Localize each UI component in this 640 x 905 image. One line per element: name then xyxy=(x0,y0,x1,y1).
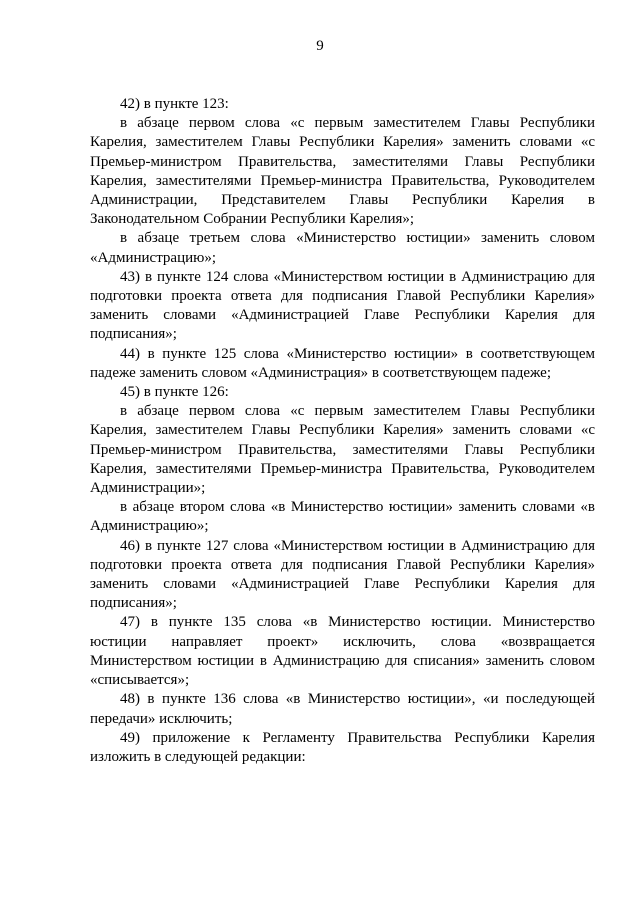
paragraph-46: 46) в пункте 127 слова «Министерством юстиции в Администрацию для подготовки проекта ответа для подписания Главой Республики Карелия» заменить словами «Администрацией Главе Республики Карелия для подписания»; xyxy=(90,537,595,612)
paragraph-44: 44) в пункте 125 слова «Министерство юстиции» в соответствующем падеже заменить словом «Администрация» в соответствующем падеже; xyxy=(90,345,595,381)
paragraph-45-abzac-1: в абзаце первом слова «с первым заместителем Главы Республики Карелия, заместителем Главы Республики Карелия» заменить словами «с Премьер-министром Правительства, заместителями Главы Республики Карелия, заместителями Премьер-министра Правительства, Руководителем Администрации»; xyxy=(90,403,595,497)
page-number: 9 xyxy=(316,38,324,54)
paragraph-48: 48) в пункте 136 слова «в Министерство юстиции», «и последующей передачи» исключить; xyxy=(90,691,595,727)
paragraph-42-abzac-1: в абзаце первом слова «с первым заместителем Главы Республики Карелия, заместителем Главы Республики Карелия» заменить словами «с Премьер-министром Правительства, заместителями Главы Республики Карелия, заместителями Премьер-министра Правительства, Руководителем Администрации, Представителем Главы Республики Карелия в Законодательном Собрании Республики Карелия»; xyxy=(90,115,595,228)
paragraph-42-abzac-3: в абзаце третьем слова «Министерство юстиции» заменить словом «Администрацию»; xyxy=(90,230,595,266)
paragraph-45: 45) в пункте 126: xyxy=(120,384,229,401)
paragraph-43: 43) в пункте 124 слова «Министерством юстиции в Администрацию для подготовки проекта ответа для подписания Главой Республики Карелия» заменить словами «Администрацией Главе Республики Карелия для подписания»; xyxy=(90,268,595,343)
paragraph-42: 42) в пункте 123: xyxy=(120,96,229,112)
paragraph-47: 47) в пункте 135 слова «в Министерство юстиции. Министерство юстиции направляет проект» исключить, слова «возвращается Министерством юстиции в Администрацию для списания» заменить словом «списывается»; xyxy=(90,614,595,689)
document-body xyxy=(90,95,595,767)
paragraph-45-abzac-2: в абзаце втором слова «в Министерство юстиции» заменить словами «в Администрацию»; xyxy=(90,499,595,535)
paragraph-49: 49) приложение к Регламенту Правительства Республики Карелия изложить в следующей редакции: xyxy=(90,729,595,765)
